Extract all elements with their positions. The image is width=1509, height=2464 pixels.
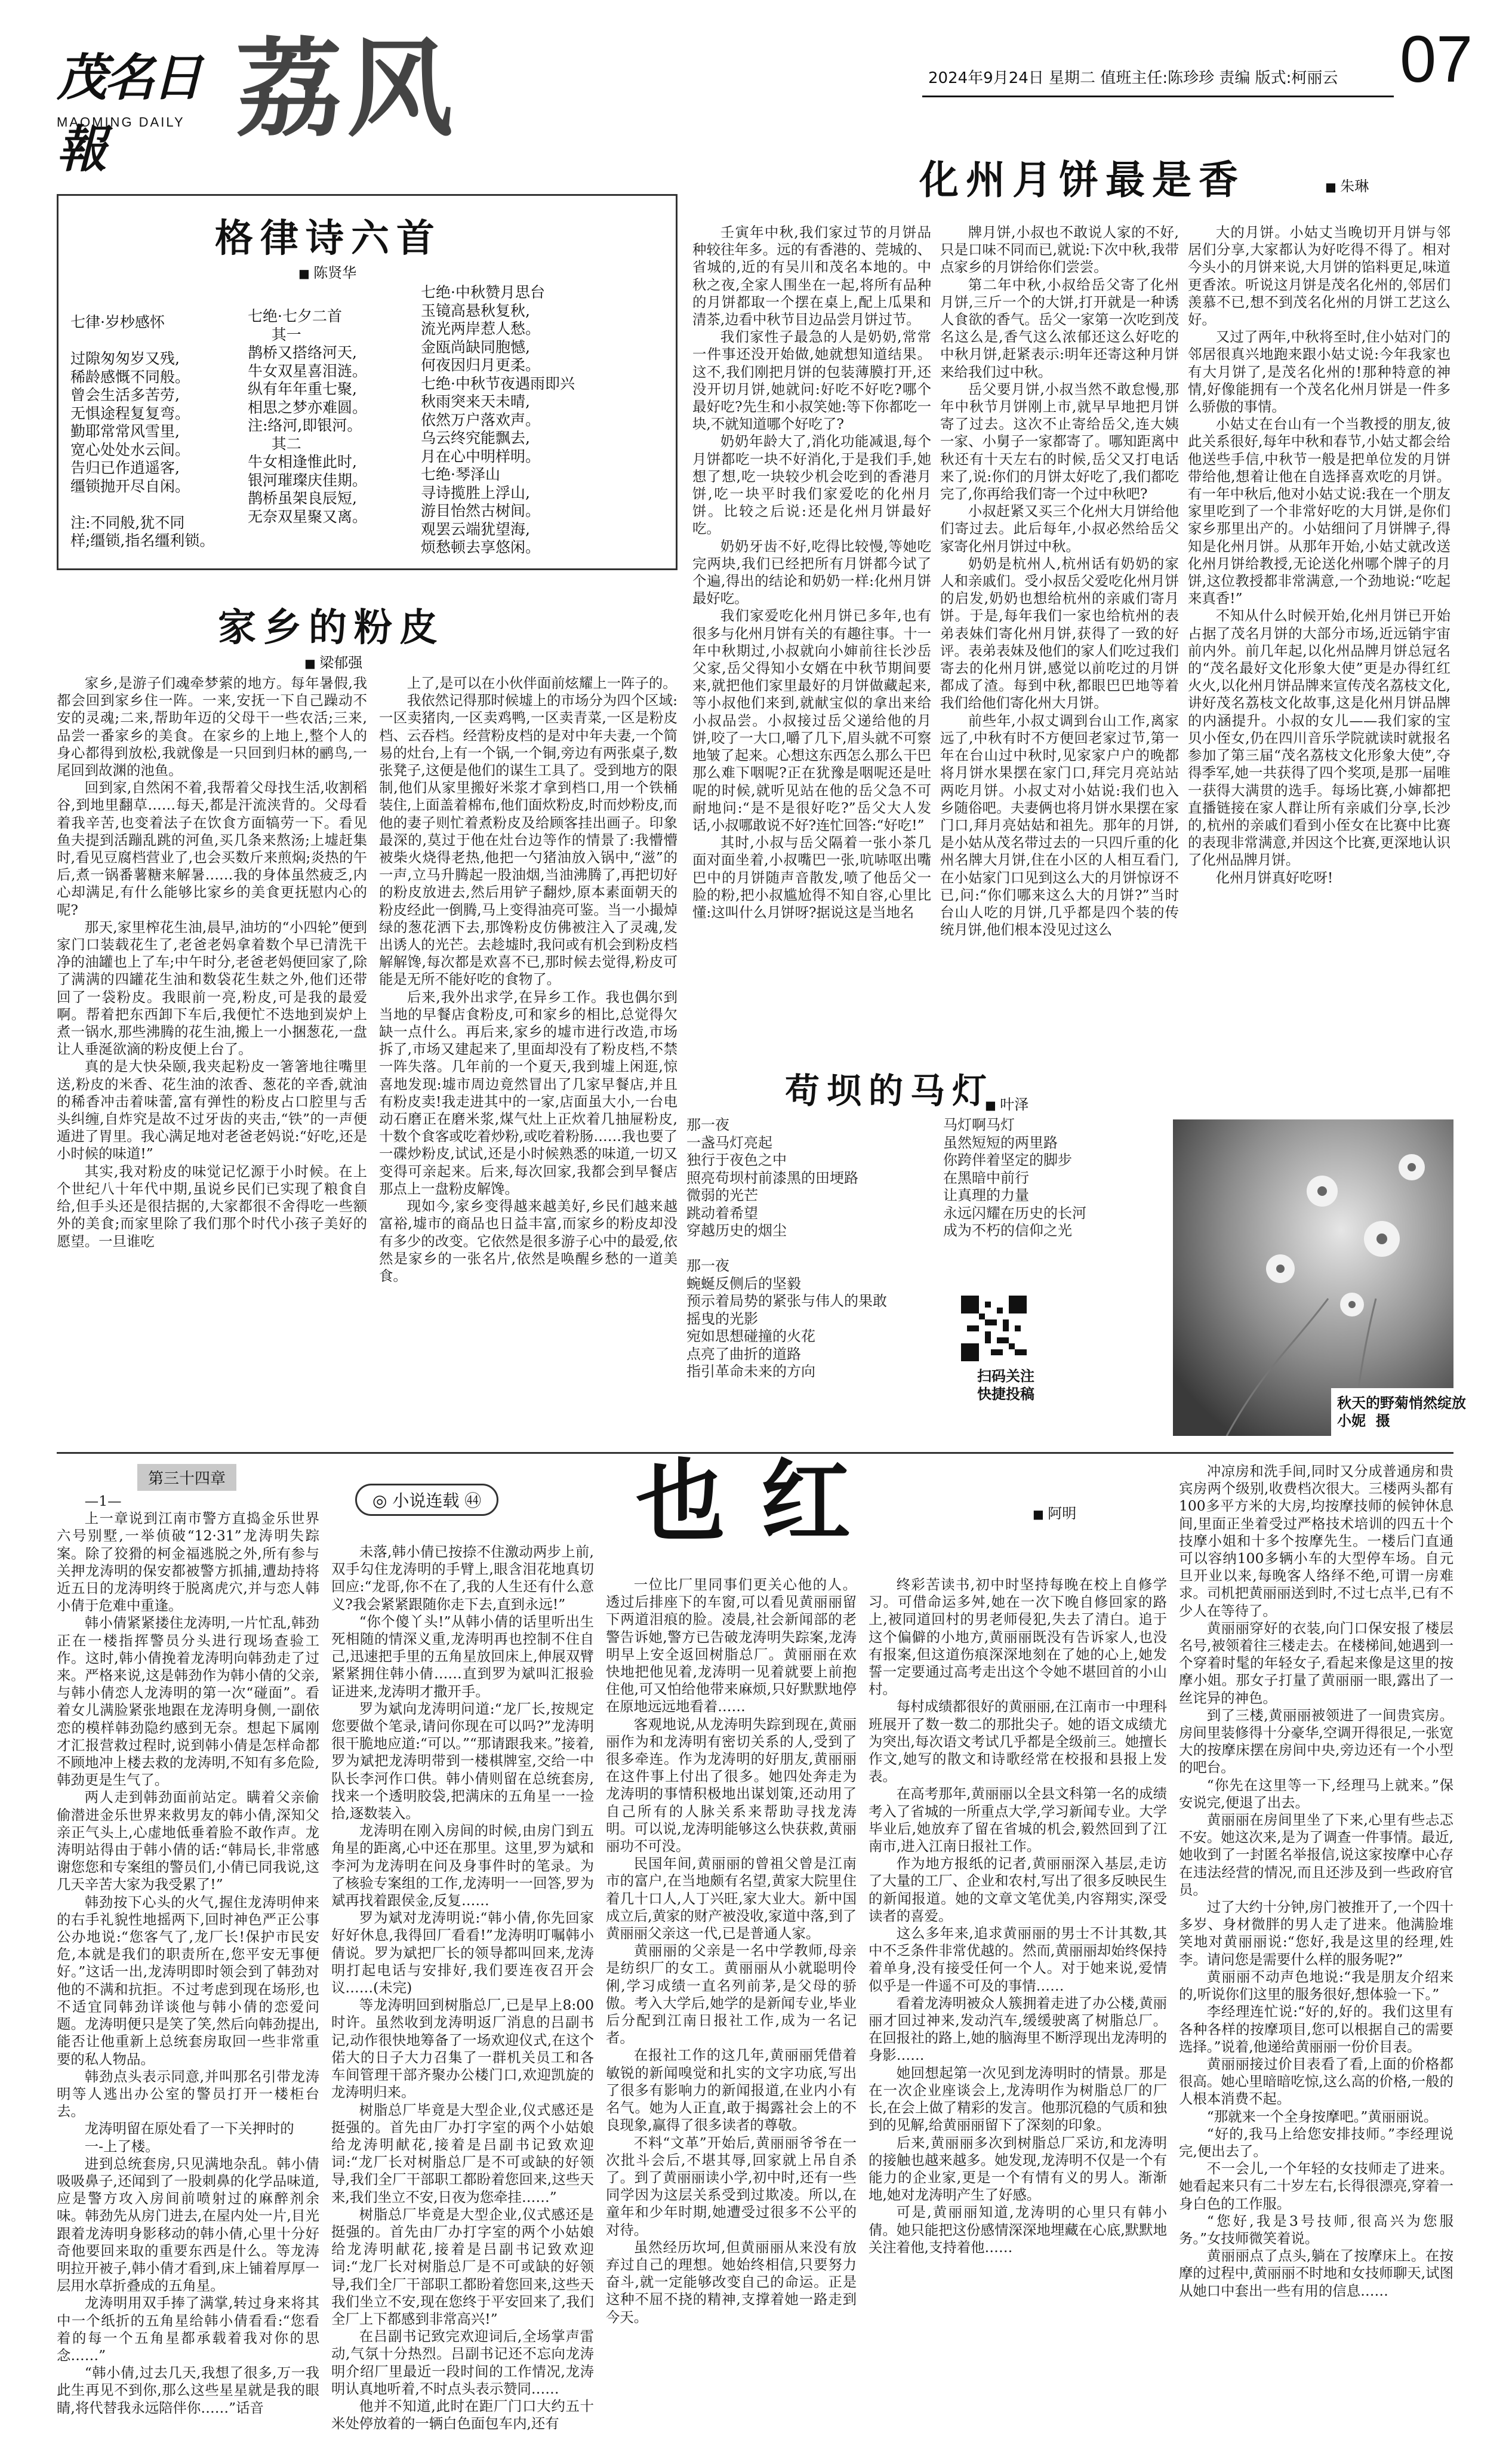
photo-caption: 秋天的野菊悄然绽放 小妮 摄	[1337, 1395, 1466, 1429]
novel-col-5: 冲凉房和洗手间,同时又分成普通房和贵宾房两个级别,收费档次很大。三楼两头都有100多平方米的大房,均按摩技师的候钟休息间,里面正坐着受过严格技术培训的四五十个技摩小姐和十多个按摩先生。一楼后门直通可以容纳100多辆小车的大型停车场。自元旦开业以来,每晚客人络绎不绝,可谓一房难求。司机把黄丽丽送到时,不过七点半,已有不少人在等待了。 黄丽丽穿好的衣装,向门口保安报了楼层名号,被领着往三楼走去。在楼梯间,她遇到一个穿着时髦的年轻女子,看起来像是这里的按摩小姐。那女子打量了黄丽丽一眼,露出了一丝诧异的神色。 到了三楼,黄丽丽被领进了一间贵宾房。房间里装修得十分豪华,空调开得很足,一张宽大的按摩床摆在房间中央,旁边还有一个小型的吧台。 “你先在这里等一下,经理马上就来。”保安说完,便退了出去。 黄丽丽在房间里坐了下来,心里有些忐忑不安。她这次来,是为了调查一件事情。最近,她收到了一封匿名举报信,说这家按摩中心存在违法经营的情况,而且还涉及到一些政府官员。 过了大约十分钟,房门被推开了,一个四十多岁、身材微胖的男人走了进来。他满脸堆笑地对黄丽丽说:“您好,我是这里的经理,姓李。请问您是需要什么样的服务呢?” 黄丽丽不动声色地说:“我是朋友介绍来的,听说你们这里的服务很好,想体验一下。” 李经理连忙说:“好的,好的。我们这里有各种各样的按摩项目,您可以根据自己的需要选择。”说着,他递给黄丽丽一份价目表。 黄丽丽接过价目表看了看,上面的价格都很高。她心里暗暗吃惊,这么高的价格,一般的人根本消费不起。 “那就来一个全身按摩吧。”黄丽丽说。 “好的,我马上给您安排技师。”李经理说完,便出去了。 不一会儿,一个年轻的女技师走了进来。她看起来只有二十岁左右,长得很漂亮,穿着一身白色的工作服。 “您好,我是3号技师,很高兴为您服务。”女技师微笑着说。 黄丽丽点了点头,躺在了按摩床上。在按摩的过程中,黄丽丽不时地和女技师聊天,试图从她口中套出一些有用的信息……	[1179, 1463, 1453, 2299]
fenpi-col-1: 家乡,是游子们魂牵梦萦的地方。每年暑假,我都会回到家乡住一阵。一来,安抚一下自己躁动不安的灵魂;二来,帮助年迈的父母干一些农活;三来,品尝一番家乡的美食。在家乡的上地上,整个人的身心都得到放松,我就像是一只回到归林的鹂鸟,一尾回到故渊的池鱼。 回到家,自然闲不着,我帮着父母找生活,收割稻谷,到地里翻草……每天,都是汗流浃背的。父母看着我辛苦,也变着法子在饮食方面犒劳一下。看见鱼夫提到活蹦乱跳的河鱼,买几条来熬汤;上墟赶集时,看见豆腐档营业了,也会买数斤来煎焖;炎热的午后,煮一锅番薯糖来解暑……我的身体虽然疲乏,内心却满足,有什么能够比家乡的美食更抚慰内心的呢? 那天,家里榨花生油,晨早,油坊的“小四轮”便到家门口装载花生了,老爸老妈拿着数个早已清洗干净的油罐也上了车;中午时分,老爸老妈便回家了,除了满满的四罐花生油和数袋花生麸之外,他们还带回了一袋粉皮。我眼前一亮,粉皮,可是我的最爱啊。帮着把东西卸下车后,我便忙不迭地到炭炉上煮一锅水,那些沸腾的花生油,搬上一小捆葱花,一盘让人垂涎欲滴的粉皮便上台了。 真的是大快朵颐,我夹起粉皮一箸箸地往嘴里送,粉皮的米香、花生油的浓香、葱花的辛香,就油的稀香冲击着味蕾,富有弹性的粉皮占口腔里与舌头纠缠,自炸究是故不过牙齿的夹击,“铁”的一声便遁进了胃里。我心满足地对老爸老妈说:“好吃,还是小时候的味道!” 其实,我对粉皮的味觉记忆源于小时候。在上个世纪八十年代中期,虽说乡民们已实现了粮食自给,但手头还是很拮据的,大家都很不舍得吃一些额外的美食;而家里除了我们那个时代小孩子美好的愿望。一旦谁吃	[57, 675, 367, 1250]
date-line: 2024年9月24日 星期二 值班主任:陈珍珍 责编 版式:柯丽云	[928, 69, 1338, 87]
fenpi-col-2: 上了,是可以在小伙伴面前炫耀上一阵子的。 我依然记得那时候墟上的市场分为四个区域:一区卖猪肉,一区卖鸡鸭,一区卖青菜,一区是粉皮档、云吞档。经营粉皮档的是对中年夫妻,一个简易的灶台,上有一个锅,一个铜,旁边有两张桌子,数张凳子,这便是他们的谋生工具了。受到地方的限制,他们从家里搬好米浆才拿到档口,用一个铁桶装住,上面盖着棉布,他们面炊粉皮,时而炒粉皮,而他的妻子则忙着煮粉皮及给顾客挂出画子。印象最深的,莫过于他在灶台边等作的情景了:我懵懵被柴火烧得老热,他把一勺猪油放入锅中,“滋”的一声,立马升腾起一股油烟,当油沸腾了,再把切好的粉皮放进去,然后用铲子翻炒,原本素面朝天的粉皮经此一倒腾,马上变得油亮可鉴。当一小撮焯绿的葱花洒下去,那馋粉皮仿佛被注入了灵魂,发出诱人的光芒。去趁墟时,我问或有机会到粉皮档解解馋,每次都是欢喜不已,那时候去觉得,粉皮可能是无所不能好吃的食物了。 后来,我外出求学,在异乡工作。我也偶尔到当地的早餐店食粉皮,可和家乡的相比,总觉得欠缺一点什么。再后来,家乡的墟市进行改造,市场拆了,市场又建起来了,里面却没有了粉皮档,不禁一阵失落。几年前的一个夏天,我到墟上闲逛,惊喜地发现:墟市周边竟然冒出了几家早餐店,并且有粉皮卖!我走进其中的一家,店面虽大小,一台电动石磨正在磨米浆,煤气灶上正炊着几抽屉粉皮,十数个食客或吃着炒粉,或吃着粉肠……我也要了一碟炒粉皮,试试,还是小时候熟悉的味道,一切又变得可亲起来。后来,每次回家,我都会到早餐店那点上一盘粉皮解馋。 现如今,家乡变得越来越美好,乡民们越来越富裕,墟市的商品也日益丰富,而家乡的粉皮却没有多少的改变。它依然是很多游子心中的最爱,依然是家乡的一张名片,依然是唤醒乡愁的一道美食。	[379, 675, 677, 1284]
novel-col-4: 终彩苦读书,初中时坚持每晚在校上自修学习。可借命运多舛,她在一次下晚自修回家的路上,被同道回村的男老师侵犯,失去了清白。追于这个偏僻的小地方,黄丽丽既没有告诉家人,也没有报案,但这道伤痕深深地刻在了她的心上,她发誓一定要通过高考走出这个令她不堪回首的小山村。 每村成绩都很好的黄丽丽,在江南市一中理科班展开了数一数二的那批尖子。她的语文成绩尤为突出,每次语文考试几乎都是全级前三。她擅长作文,她写的散文和诗歌经常在校报和县报上发表。 在高考那年,黄丽丽以全县文科第一名的成绩考入了省城的一所重点大学,学习新闻专业。大学毕业后,她放弃了留在省城的机会,毅然回到了江南市,进入江南日报社工作。 作为地方报纸的记者,黄丽丽深入基层,走访了大量的工厂、企业和农村,写出了很多反映民生的新闻报道。她的文章文笔优美,内容翔实,深受读者的喜爱。 这么多年来,追求黄丽丽的男士不计其数,其中不乏条件非常优越的。然而,黄丽丽却始终保持着单身,没有接受任何一个人。对于她来说,爱情似乎是一件遥不可及的事情…… 看着龙涛明被众人簇拥着走进了办公楼,黄丽丽才回过神来,发动汽车,缓缓驶离了树脂总厂。在回报社的路上,她的脑海里不断浮现出龙涛明的身影…… 她回想起第一次见到龙涛明时的情景。那是在一次企业座谈会上,龙涛明作为树脂总厂的厂长,在会上做了精彩的发言。他那沉稳的气质和独到的见解,给黄丽丽留下了深刻的印象。 后来,黄丽丽多次到树脂总厂采访,和龙涛明的接触也越来越多。她发现,龙涛明不仅是一个有能力的企业家,更是一个有情有义的男人。渐渐地,她对龙涛明产生了好感。 可是,黄丽丽知道,龙涛明的心里只有韩小倩。她只能把这份感情深深地埋藏在心底,默默地关注着他,支持着他……	[869, 1576, 1167, 2256]
fenpi-title: 家乡的粉皮	[218, 605, 445, 650]
lamp-title: 苟坝的马灯	[785, 1070, 994, 1111]
novel-author: ■ 阿明	[1033, 1502, 1076, 1522]
mooncake-col-1: 壬寅年中秋,我们家过节的月饼品种较往年多。远的有香港的、莞城的、省城的,近的有吴川和茂名本地的。中秋之夜,全家人围坐在一起,将所有品种的月饼都取一个摆在桌上,配上瓜果和清茶,边看中秋节目边品尝月饼过节。 我们家性子最急的人是奶奶,常常一件事还没开始做,她就想知道结果。这不,我们刚把月饼的包装薄膜打开,还没开切月饼,她就问:好吃不好吃?哪个最好吃?先生和小叔笑她:等下你都吃一块,不就知道哪个好吃了? 奶奶年龄大了,消化功能减退,每个月饼都吃一块不好消化,于是我们手,她想了想,吃一块较少机会吃到的香港月饼,吃一块平时我们家爱吃的化州月饼。比较之后说:还是化州月饼最好吃。 奶奶牙齿不好,吃得比较慢,等她吃完两块,我们已经把所有月饼都今试了个遍,得出的结论和奶奶一样:化州月饼最好吃。 我们家爱吃化州月饼已多年,也有很多与化州月饼有关的有趣往事。十一年中秋期过,小叔就向小婶前往长沙岳父家,岳父得知小女婿在中秋节期间要来,就把他们家里最好的月饼做藏起来,等小叔他们来到,就献宝似的拿出来给小叔品尝。小叔接过岳父递给他的月饼,咬了一大口,嚼了几下,眉头就不可察地皱了起来。心想这东西怎么那么干巴那么难下咽呢?正在犹豫是咽呢还是吐呢的时候,就听见站在他的岳父急不可耐地问:“是不是很好吃?”岳父大人发话,小叔哪敢说不好?连忙回答:“好吃!” 其时,小叔与岳父隔着一张小茶几面对面坐着,小叔嘴巴一张,吭哧呕出嘴巴中的月饼随声音散发,喷了他岳父一脸的粉,把小叔尴尬得不知自容,心里比懂:这叫什么月饼呀?据说这是当地名	[692, 224, 931, 921]
qr-code-icon[interactable]	[961, 1296, 1027, 1361]
lamp-poem-right: 马灯啊马灯 虽然短短的两里路 你跨伴着坚定的脚步 在黑暗中前行 让真理的力量 永远闪耀在历史的长河 成为不朽的信仰之光	[943, 1116, 1086, 1239]
serial-pill: ◎ 小说连载 ㊹	[355, 1484, 498, 1516]
masthead-logo: 茂名日報	[57, 48, 201, 179]
poems-title: 格律诗六首	[215, 216, 442, 261]
lamp-author: ■ 叶泽	[985, 1093, 1028, 1113]
novel-col-2: 未落,韩小倩已按捺不住激动两步上前,双手勾住龙涛明的手臂上,眼含泪花地真切回应:“龙哥,你不在了,我的人生还有什么意义?我会紧紧跟随你走下去,直到永远!” “你个傻丫头!”从韩小倩的话里听出生死相随的情深义重,龙涛明再也控制不住自己,迅速把手里的五角星放回床上,伸展双臂紧紧拥住韩小倩……直到罗为斌叫汇报验证进来,龙涛明才撒开手。 罗为斌向龙涛明问道:“龙厂长,按规定您要做个笔录,请问你现在可以吗?”龙涛明很干脆地应道:“可以。”“那请跟我来。”接着,罗为斌把龙涛明带到一楼棋牌室,交给一中队长李河作口供。韩小倩则留在总统套房,找来一个透明胶袋,把满床的五角星一一捡拾,逐数装入。 龙涛明在刚入房间的时候,由房门到五角星的距离,心中还在那里。这里,罗为斌和李河为龙涛明在问及身事件时的笔录。为了核验专案组的工作,龙涛明一一回答,罗为斌再找着跟侯金,反复…… 罗为斌对龙涛明说:“韩小倩,你先回家好好休息,我得回厂看看!”龙涛明叮嘱韩小倩说。罗为斌把厂长的领导都叫回来,龙涛明打起电话与安排好,我们要连夜召开会议……(未完) 等龙涛明回到树脂总厂,已是早上8:00时许。虽然收到龙涛明返厂消息的吕副书记,动作很快地筹备了一场欢迎仪式,在这个偌大的日子大力召集了一群机关员工和各车间管理干部齐聚办公楼门口,欢迎凯旋的龙涛明归来。 树脂总厂毕竟是大型企业,仪式感还是挺强的。首先由厂办打字室的两个小姑娘给龙涛明献花,接着是吕副书记致欢迎词:“龙厂长对树脂总厂是不可或缺的好领导,我们全厂干部职工都盼着您回来,这些天来,我们坐立不安,日夜为您牵挂……” 树脂总厂毕竟是大型企业,仪式感还是挺强的。首先由厂办打字室的两个小姑娘给龙涛明献花,接着是吕副书记致欢迎词:“龙厂长对树脂总厂是不可或缺的好领导,我们全厂干部职工都盼着您回来,这些天我们坐立不安,现在您终于平安回来了,我们全厂上下都感到非常高兴!” 在吕副书记致完欢迎词后,全场掌声雷动,气氛十分热烈。吕副书记还不忘向龙涛明介绍厂里最近一段时间的工作情况,龙涛明认真地听着,不时点头表示赞同…… 他并不知道,此时在距厂门口大约五十米处停放着的一辆白色面包车内,还有	[331, 1543, 594, 2432]
poem-2: 七绝·七夕二首 其一 鹊桥又搭络河天, 牛女双星喜泪涟。 纵有年年重七聚, 相思之梦亦难圆。 注:络河,即银河。 其二 牛女相逢惟此时, 银河璀璨庆佳期。 鹊桥虽架良辰短, 无奈双星聚又离。	[248, 307, 368, 525]
novel-col-3: 一位比厂里同事们更关心他的人。透过后排座下的车窗,可以看见黄丽丽留下两道泪痕的脸。凌晨,社会新闻部的老警告诉她,警方已告破龙涛明失踪案,龙涛明早上安全返回树脂总厂。黄丽丽在欢快地把他见着,龙涛明一见着就要上前抱住他,可又怕给他带来麻烦,只好默默地停在原地远远地看着…… 客观地说,从龙涛明失踪到现在,黄丽丽作为和龙涛明有密切关系的人,受到了很多牵连。作为龙涛明的好朋友,黄丽丽在这件事上付出了很多。她四处奔走为龙涛明的事情积极地出谋划策,还动用了自己所有的人脉关系来帮助寻找龙涛明。可以说,龙涛明能够这么快获救,黄丽丽功不可没。 民国年间,黄丽丽的曾祖父曾是江南市的富户,在当地颇有名望,黄家大院里住着几十口人,人丁兴旺,家大业大。新中国成立后,黄家的财产被没收,家道中落,到了黄丽丽父亲这一代,已是普通人家。 黄丽丽的父亲是一名中学教师,母亲是纺织厂的女工。黄丽丽从小就聪明伶俐,学习成绩一直名列前茅,是父母的骄傲。考入大学后,她学的是新闻专业,毕业后分配到江南日报社工作,成为一名记者。 在报社工作的这几年,黄丽丽凭借着敏锐的新闻嗅觉和扎实的文字功底,写出了很多有影响力的新闻报道,在业内小有名气。她为人正直,敢于揭露社会上的不良现象,赢得了很多读者的尊敬。 不料“文革”开始后,黄丽丽爷爷在一次批斗会后,不堪其辱,回家就上吊自杀了。到了黄丽丽读小学,初中时,还有一些同学因为这层关系受到过欺凌。所以,在童年和少年时期,她遭受过很多不公平的对待。 虽然经历坎坷,但黄丽丽从来没有放弃过自己的理想。她始终相信,只要努力奋斗,就一定能够改变自己的命运。正是这种不屈不挠的精神,支撑着她一路走到今天。	[606, 1576, 857, 2325]
mooncake-title: 化州月饼最是香	[919, 156, 1245, 203]
qr-caption: 扫码关注 快捷投稿	[977, 1368, 1034, 1402]
lamp-poem-left: 那一夜 一盏马灯亮起 独行于夜色之中 照亮苟坝村前漆黑的田埂路 微弱的光芒 跳动着希望 穿越历史的烟尘 那一夜 蜿蜒反侧后的坚毅 预示着局势的紧张与伟人的果敢 摇曳的光影 宛如思想碰撞的火花 点亮了曲折的道路 指引革命未来的方向	[686, 1116, 887, 1380]
chapter-label: 第三十四章	[137, 1464, 236, 1491]
mooncake-col-2: 牌月饼,小叔也不敢说人家的不好,只是口味不同而已,就说:下次中秋,我带点家乡的月饼给你们尝尝。 第二年中秋,小叔给岳父寄了化州月饼,三斤一个的大饼,打开就是一种诱人食欲的香气。岳父一家第一次吃到茂名这么是,香气这么浓郁还这么好吃的中秋月饼,赶紧表示:明年还寄这种月饼来给我们过中秋。 岳父要月饼,小叔当然不敢怠慢,那年中秋节月饼刚上市,就早早地把月饼寄了过去。这次不止寄给岳父,连大姨一家、小舅子一家都寄了。哪知距离中秋还有十天左右的时候,岳父又打电话来了,说:你们的月饼太好吃了,我们都吃完了,你再给我们寄一个过中秋吧? 小叔赶紧又买三个化州大月饼给他们寄过去。此后每年,小叔必然给岳父家寄化州月饼过中秋。 奶奶是杭州人,杭州话有奶奶的家人和亲戚们。受小叔岳父爱吃化州月饼的启发,奶奶也想给杭州的亲戚们寄月饼。于是,每年我们一家也给杭州的表弟表妹们寄化州月饼,获得了一致的好评。表弟表妹及他们的家人们吃过我们寄去的化州月饼,感觉以前吃过的月饼都成了渣。每到中秋,都眼巴巴地等着我们给他们寄化州大月饼。 前些年,小叔丈调到台山工作,离家远了,中秋有时不方便回老家过节,第一年在台山过中秋时,见家家户户的晚都将月饼水果摆在家门口,拜完月亮站站两吃月饼。小叔丈对小姑说:我们也入乡随俗吧。夫妻俩也将月饼水果摆在家门口,拜月亮姑姑和祖先。那年的月饼,是小姑从茂名带过去的一只四斤重的化州名牌大月饼,住在小区的人相互看门,在小姑家门口见到这么大的月饼惊讶不已,问:“你们哪来这么大的月饼?”当时台山人吃的月饼,几乎都是四个装的传统月饼,他们根本没见过这么	[940, 224, 1179, 939]
section-title: 荔风	[236, 27, 458, 151]
mooncake-col-3: 大的月饼。小姑丈当晚切开月饼与邻居们分享,大家都认为好吃得不得了。相对今头小的月饼来说,大月饼的馅料更足,味道更香浓。听说这月饼是茂名化州的,邻居们羡慕不已,想不到茂名化州的月饼工艺这么好。 又过了两年,中秋将至时,住小姑对门的邻居很真兴地跑来跟小姑丈说:今年我家也有大月饼了,是茂名化州的!那种特意的神情,好像能拥有一个茂名化州月饼是一件多么骄傲的事情。 小姑丈在台山有一个当教授的朋友,彼此关系很好,每年中秋和春节,小姑丈都会给他送些手信,中秋节一般是把单位发的月饼带给他,想着让他在自选择喜欢吃的月饼。有一年中秋后,他对小姑丈说:我在一个朋友家里吃到了一个非常好吃的大月饼,是你们家乡那里出产的。小姑细问了月饼牌子,得知是化州月饼。从那年开始,小姑丈就改送化州月饼给教授,无论送化州哪个牌子的月饼,这位教授都非常满意,一个劲地说:“吃起来真香!” 不知从什么时候开始,化州月饼已开始占据了茂名月饼的大部分市场,近远销宇宙前内外。前几年起,以化州品牌月饼总冠名的“茂名最好文化形象大使”更是办得红红火火,以化州月饼品牌来宣传茂名荔枝文化,讲好茂名荔枝文化故事,这是化州月饼品牌的内涵提升。小叔的女儿——我们家的宝贝小侄女,仍在四川音乐学院就读时就报名参加了第三届“茂名荔枝文化形象大使”,夺得季军,她一共获得了四个奖项,是那一届唯一获得大满贯的选手。每场比赛,小婶都把直播链接在家人群让所有亲戚们分享,长沙的,杭州的亲戚们看到小侄女在比赛中比赛的表现非常满意,并因这个比赛,更深地认识了化州品牌月饼。 化州月饼真好吃呀!	[1188, 224, 1451, 886]
mooncake-author: ■ 朱琳	[1325, 174, 1369, 195]
novel-title: 也红	[636, 1449, 887, 1554]
novel-col-1: —1— 上一章说到江南市警方直捣金乐世界六号别墅,一举侦破“12·31”龙涛明失踪案。除了狡猾的柯金福逃脱之外,所有参与关押龙涛明的保安都被警方抓捕,遭劫持将近五日的龙涛明终于脱离虎穴,并与恋人韩小倩于危难中重逢。 韩小倩紧紧搂住龙涛明,一片忙乱,韩劲正在一楼指挥警员分头进行现场查验工作。这时,韩小倩挽着龙涛明向韩劲走了过来。严格来说,这是韩劲作为韩小倩的父亲,与韩小倩恋人龙涛明的第一次“碰面”。看着女儿满脸紧张地跟在龙涛明身侧,一副依恋的模样韩劲隐约感到无奈。想起下属刚才汇报营救过程时,说到韩小倩是怎样命都不顾地冲上楼去救的龙涛明,不知有多危险,韩劲更是生气了。 两人走到韩劲面前站定。瞒着父亲偷偷潜进金乐世界来救男友的韩小倩,深知父亲正气头上,心虚地低垂着脸不敢作声。龙涛明站得由于韩小倩的话:“韩局长,非常感谢您您和专案组的警员们,小倩已同我说,这几天辛苦大家为我受累了!” 韩劲按下心头的火气,握住龙涛明伸来的右手礼貌性地摇两下,回时神色严正公事公办地说:“您客气了,龙厂长!保护市民安危,本就是我们的职责所在,您平安无事便好。”这话一出,龙涛明即时领会到了韩劲对他的不满和抗拒。不过考虑到现在场形,也不适宜同韩劲详谈他与韩小倩的恋爱问题。龙涛明便只是笑了笑,然后向韩劲提出,能否让他重新上总统套房取回一些非常重要的私人物品。 韩劲点头表示同意,并叫那名引带龙涛明等人逃出办公室的警员打开一楼柜台去。 龙涛明留在原处看了一下关押时的 一-上了楼。 进到总统套房,只见满地杂乱。韩小倩吸吸鼻子,还闻到了一股刺鼻的化学品味道,应是警方攻入房间前喷射过的麻醉剂余味。韩劲先从房门进去,在屋内处一片,目光跟着龙涛明身影移动的韩小倩,心里十分好奇他要回来取的重要东西是什么。等龙涛明拉开被子,韩小倩才看到,床上铺着厚厚一层用水草折叠成的五角星。 龙涛明用双手捧了满掌,转过身来将其中一个纸折的五角星给韩小倩看看:“您看着的每一个五角星都承载着我对你的思念……” “韩小倩,过去几天,我想了很多,万一我此生再见不到你,那么这些星星就是我的眼睛,将代替我永远陪伴你……”话音	[57, 1493, 319, 2416]
page-number: 07	[1400, 23, 1473, 96]
photo-chrysanthemum	[1173, 1119, 1466, 1436]
masthead-english: MAOMING DAILY	[57, 115, 185, 130]
poems-author: ■ 陈贤华	[298, 261, 356, 282]
poem-3: 七绝·中秋赞月思台 玉镜高悬秋复秋, 流光两岸惹人愁。 金瓯尚缺同胞憾, 何夜因归月更柔。 七绝·中秋节夜遇雨即兴 秋雨突来天未晴, 依然万户落欢声。 乌云终究能飘去, 月在心中明样明。 七绝·琴泽山 寻诗揽胜上浮山, 游目怡然古树间。 观罢云端犹望海, 烦愁顿去享悠闲。	[421, 284, 575, 556]
poem-1: 七律·岁杪感怀 过隙匆匆岁又残, 稀龄感慨不同般。 曾会生活多苦劳, 无惧途程复复弯。 勤耶常常风雪里, 宽心处处水云间。 告归已作逍遥客, 缰锁抛开尽自闲。 注:不同般,犹不同 样;缰锁,指名缰利锁。	[70, 313, 215, 549]
fenpi-author: ■ 梁郁强	[304, 651, 362, 672]
header-rule	[922, 96, 1394, 97]
